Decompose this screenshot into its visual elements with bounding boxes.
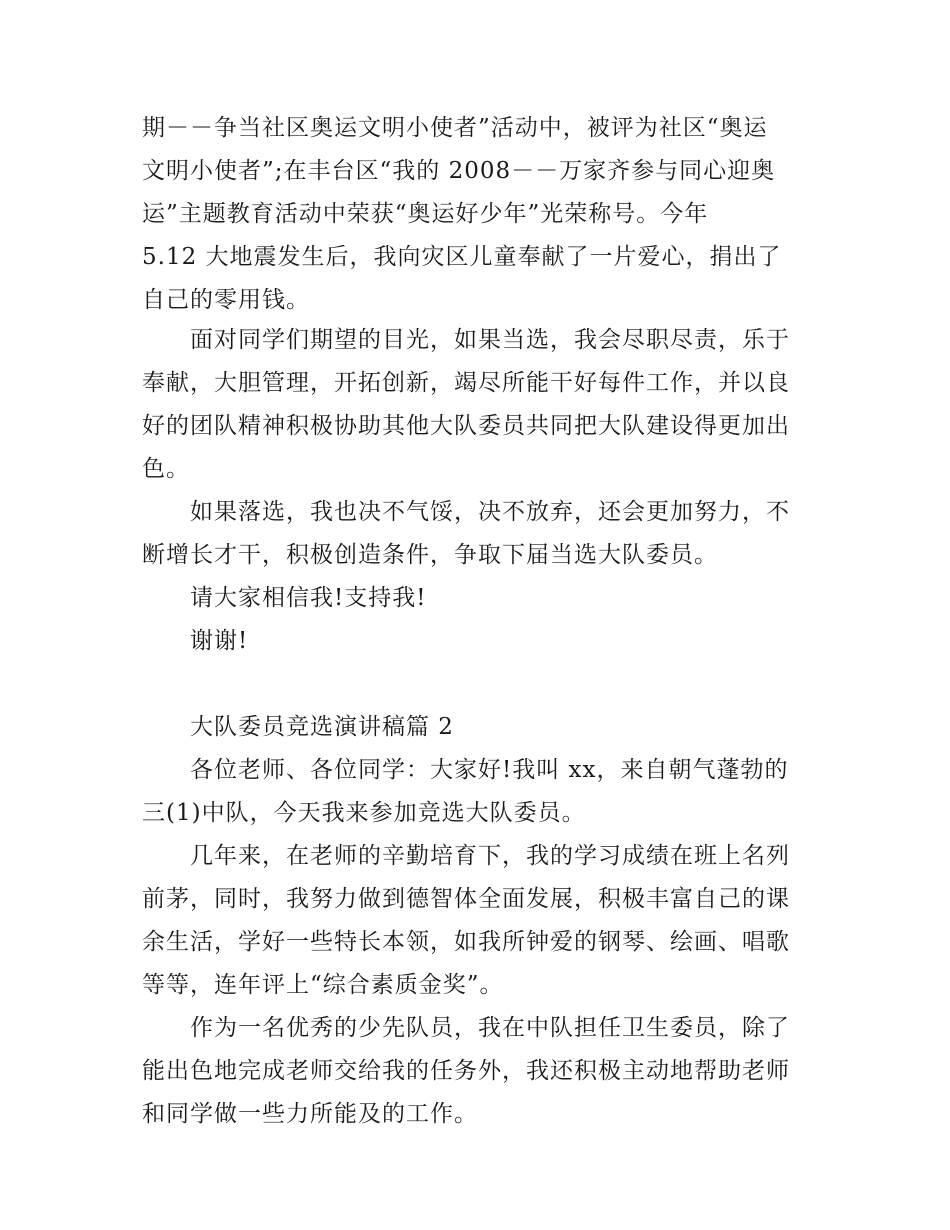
paragraph-start-line: 几年来，在老师的辛勤培育下，我的学习成绩在班上名列 [190, 843, 790, 869]
text-line: 自己的零用钱。 [142, 287, 310, 313]
paragraph-start-line: 各位老师、各位同学：大家好!我叫 xx，来自朝气蓬勃的 [190, 757, 789, 783]
text-line: 等等，连年评上“综合素质金奖”。 [142, 972, 504, 998]
text-line: 好的团队精神积极协助其他大队委员共同把大队建设得更加出 [142, 413, 790, 439]
text-line: 色。 [142, 456, 190, 482]
text-line: 文明小使者”;在丰台区“我的 2008－－万家齐参与同心迎奥 [142, 158, 776, 184]
paragraph-start-line: 谢谢! [190, 628, 249, 654]
text-line: 三(1)中队，今天我来参加竞选大队委员。 [142, 800, 586, 826]
text-line: 余生活，学好一些特长本领，如我所钟爱的钢琴、绘画、唱歌 [142, 929, 790, 955]
text-line: 5.12 大地震发生后，我向灾区儿童奉献了一片爱心，捐出了 [142, 244, 782, 270]
paragraph-start-line: 如果落选，我也决不气馁，决不放弃，还会更加努力，不 [190, 499, 790, 525]
text-line: 断增长才干，积极创造条件，争取下届当选大队委员。 [142, 542, 718, 568]
paragraph-start-line: 面对同学们期望的目光，如果当选，我会尽职尽责，乐于 [190, 327, 790, 353]
text-line: 前茅，同时，我努力做到德智体全面发展，积极丰富自己的课 [142, 886, 790, 912]
text-line: 和同学做一些力所能及的工作。 [142, 1101, 478, 1127]
paragraph-start-line: 请大家相信我!支持我! [190, 585, 427, 611]
text-line: 期－－争当社区奥运文明小使者”活动中，被评为社区“奥运 [142, 115, 768, 141]
text-line: 奉献，大胆管理，开拓创新，竭尽所能干好每件工作，并以良 [142, 370, 790, 396]
paragraph-start-line: 作为一名优秀的少先队员，我在中队担任卫生委员，除了 [190, 1015, 790, 1041]
text-line: 能出色地完成老师交给我的任务外，我还积极主动地帮助老师 [142, 1058, 790, 1084]
text-line: 运”主题教育活动中荣获“奥运好少年”光荣称号。今年 [142, 201, 709, 227]
section-heading: 大队委员竞选演讲稿篇 2 [190, 714, 454, 740]
